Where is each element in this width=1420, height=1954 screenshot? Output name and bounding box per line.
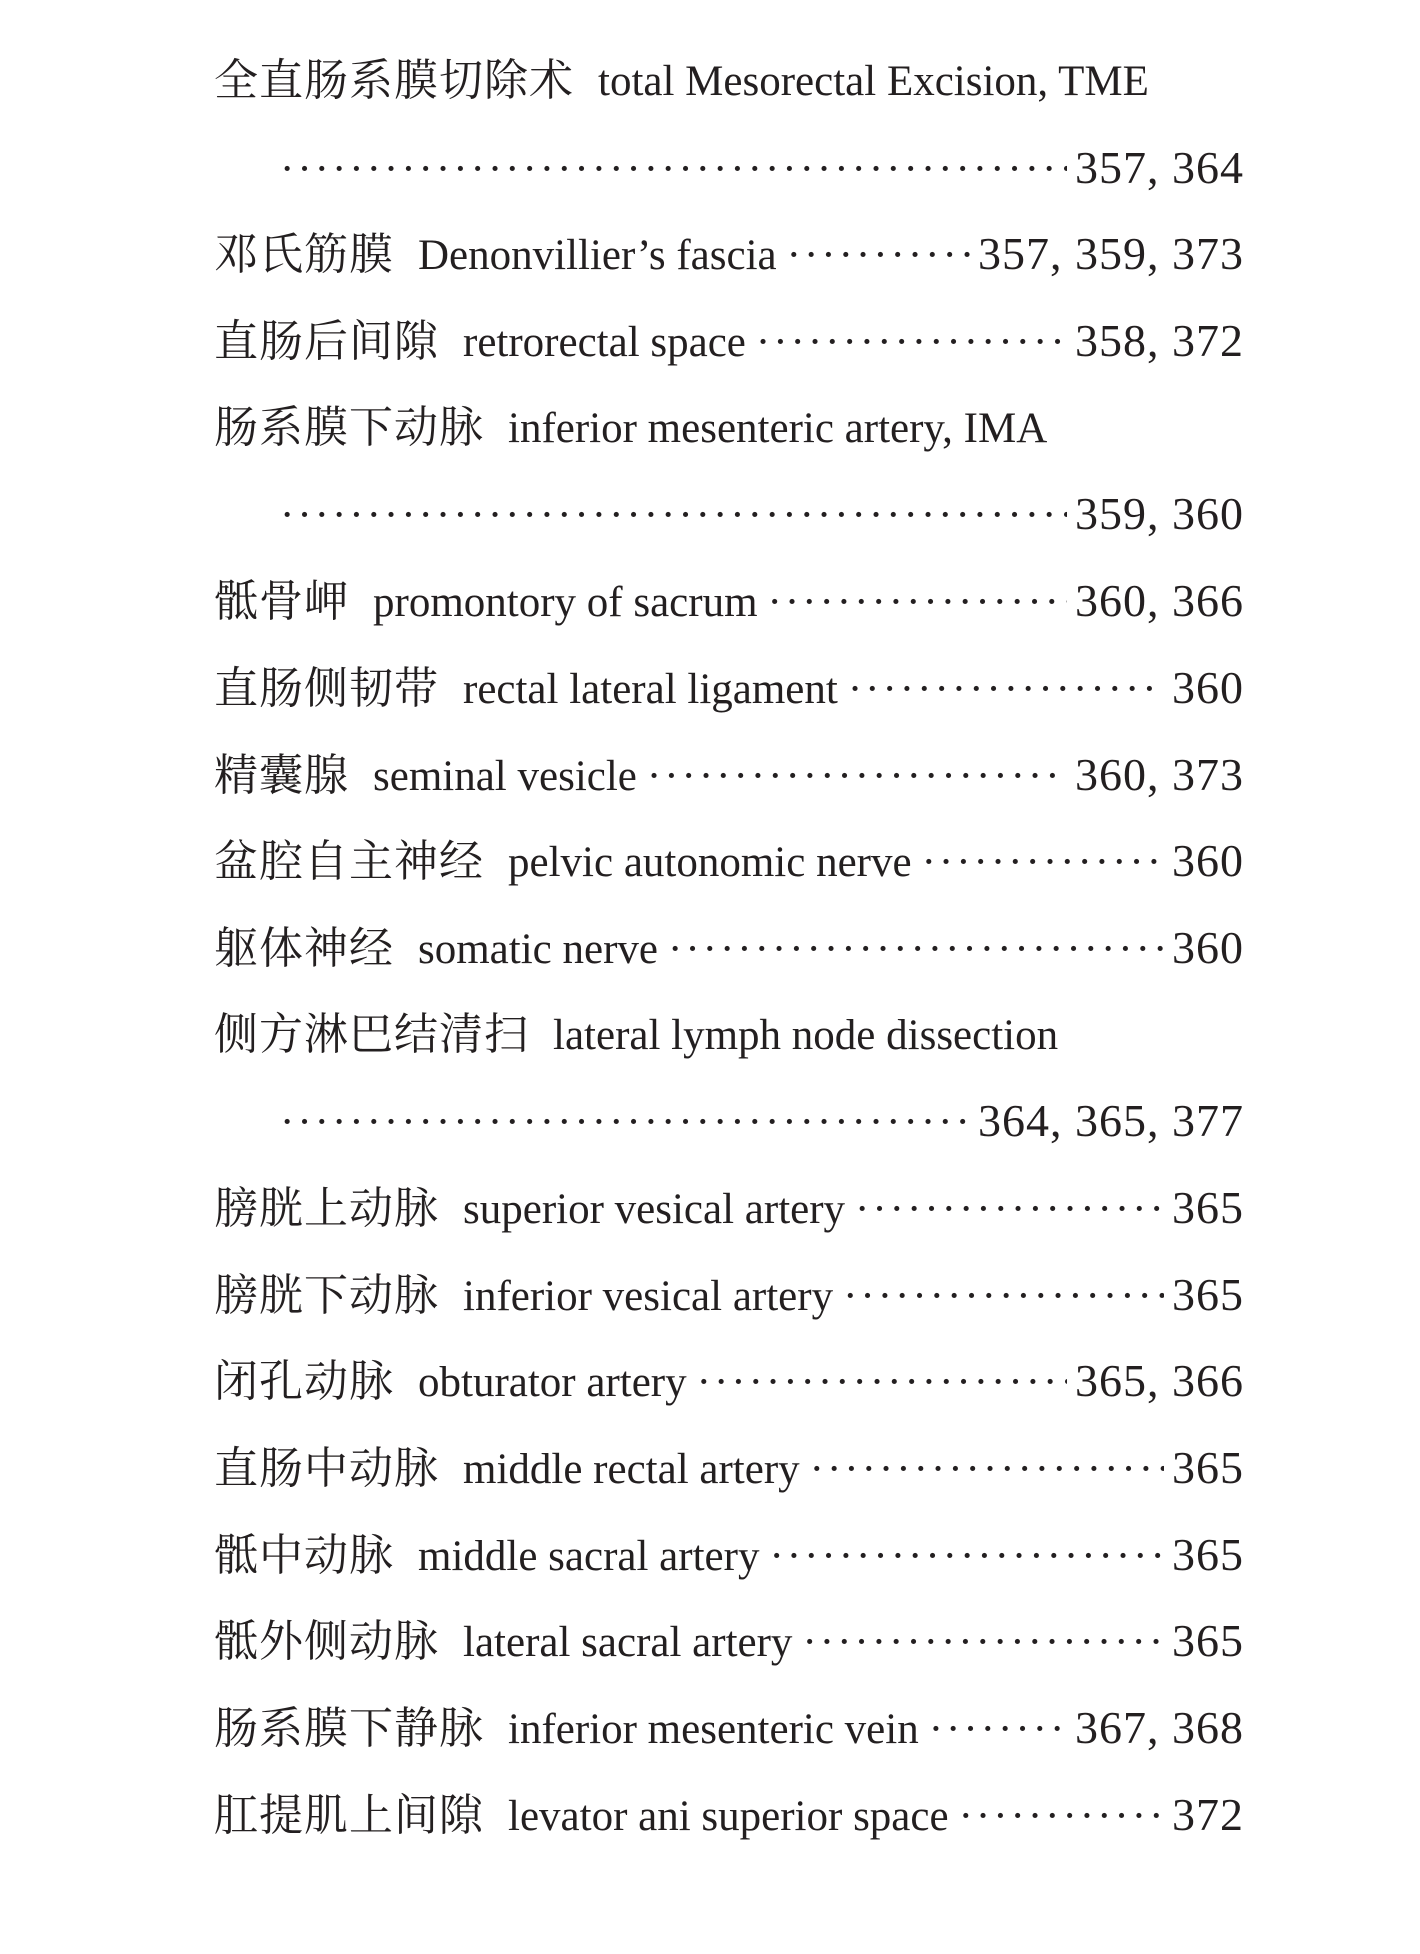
term-english: middle sacral artery (418, 1532, 760, 1580)
dot-leader (787, 213, 970, 300)
term-chinese: 膀胱上动脉 (214, 1182, 439, 1234)
index-entry (214, 1685, 1244, 1772)
term-english: inferior vesical artery (463, 1272, 834, 1320)
dot-leader (810, 1427, 1164, 1514)
page-numbers: 360, 366 (1075, 575, 1244, 627)
index-entry (214, 905, 1244, 992)
term-english: middle rectal artery (463, 1446, 800, 1493)
term-chinese: 盆腔自主神经 (214, 836, 484, 888)
term-english: rectal lateral ligament (463, 665, 838, 713)
index-entry-continuation (214, 125, 1244, 212)
page-numbers: 359, 360 (1075, 488, 1244, 540)
term-english: total Mesorectal Excision, TME (598, 58, 1149, 105)
term-english: retrorectal space (463, 319, 746, 367)
dot-leader (668, 907, 1164, 994)
term-chinese: 骶外侧动脉 (214, 1616, 439, 1668)
page-numbers: 367, 368 (1075, 1702, 1244, 1754)
index-entry (214, 818, 1244, 905)
term-chinese: 侧方淋巴结清扫 (214, 1008, 529, 1060)
page-numbers: 365 (1172, 1528, 1244, 1580)
index-entry (214, 1338, 1244, 1425)
index-entry (214, 645, 1244, 732)
page-numbers: 358, 372 (1075, 315, 1244, 367)
term-chinese: 直肠中动脉 (214, 1443, 439, 1494)
dot-leader (848, 647, 1164, 734)
term-english: lateral lymph node dissection (553, 1011, 1059, 1059)
page-numbers: 365 (1172, 1442, 1244, 1493)
term-chinese: 肠系膜下动脉 (214, 401, 484, 453)
dot-leader (697, 1340, 1067, 1427)
page-numbers: 357, 364 (1075, 141, 1244, 193)
dot-leader (768, 560, 1067, 647)
page-numbers: 372 (1172, 1788, 1244, 1840)
term-chinese: 膀胱下动脉 (214, 1269, 439, 1321)
page-numbers: 365, 366 (1075, 1355, 1244, 1407)
page-numbers: 364, 365, 377 (978, 1095, 1244, 1147)
term-chinese: 精囊腺 (214, 749, 349, 801)
index-entry (214, 1165, 1244, 1252)
index-entry (214, 1772, 1244, 1859)
index-entry (214, 211, 1244, 298)
term-english: levator ani superior space (508, 1792, 949, 1840)
index-entry (214, 385, 1244, 472)
index-entry (214, 1512, 1244, 1599)
index-entry (214, 558, 1244, 645)
page-numbers: 365 (1172, 1181, 1244, 1233)
page-numbers: 365 (1172, 1268, 1244, 1320)
index-list (214, 38, 1244, 1858)
dot-leader (756, 300, 1067, 387)
dot-leader (802, 1600, 1164, 1687)
page-numbers: 365 (1172, 1615, 1244, 1667)
term-english: obturator artery (418, 1359, 687, 1407)
index-entry (214, 732, 1244, 819)
page-numbers: 360 (1172, 921, 1244, 973)
page-numbers: 360, 373 (1075, 748, 1244, 800)
page-numbers: 360 (1172, 661, 1244, 713)
term-chinese: 肛提肌上间隙 (214, 1789, 484, 1841)
index-entry (214, 298, 1244, 385)
index-entry (214, 38, 1244, 125)
index-entry (214, 1425, 1244, 1512)
term-english: inferior mesenteric vein (508, 1706, 919, 1754)
index-entry (214, 1252, 1244, 1339)
term-chinese: 肠系膜下静脉 (214, 1703, 484, 1755)
term-chinese: 骶骨岬 (214, 576, 349, 628)
index-entry-continuation (214, 471, 1244, 558)
dot-leader (647, 734, 1067, 821)
term-english: seminal vesicle (373, 752, 637, 800)
term-chinese: 骶中动脉 (214, 1529, 394, 1581)
index-entry (214, 992, 1244, 1079)
page-numbers: 360 (1172, 835, 1244, 887)
term-english: Denonvillier’s fascia (418, 232, 777, 280)
dot-leader (280, 1080, 970, 1167)
term-english: promontory of sacrum (373, 579, 758, 627)
term-chinese: 直肠侧韧带 (214, 662, 439, 714)
term-english: lateral sacral artery (463, 1619, 793, 1667)
term-english: pelvic autonomic nerve (508, 839, 912, 887)
term-chinese: 躯体神经 (214, 922, 394, 974)
term-english: somatic nerve (418, 925, 658, 973)
term-chinese: 邓氏筋膜 (214, 229, 394, 281)
term-chinese: 直肠后间隙 (214, 316, 439, 368)
index-entry-continuation (214, 1078, 1244, 1165)
dot-leader (843, 1254, 1164, 1341)
dot-leader (922, 820, 1164, 907)
index-entry (214, 1598, 1244, 1685)
dot-leader (959, 1774, 1164, 1861)
page-numbers: 357, 359, 373 (978, 228, 1244, 280)
dot-leader (769, 1514, 1164, 1601)
term-chinese: 闭孔动脉 (214, 1356, 394, 1408)
dot-leader (929, 1687, 1067, 1774)
term-chinese: 全直肠系膜切除术 (214, 55, 574, 106)
dot-leader (855, 1167, 1164, 1254)
term-english: inferior mesenteric artery, IMA (508, 404, 1048, 452)
term-english: superior vesical artery (463, 1185, 846, 1233)
dot-leader (280, 473, 1067, 560)
dot-leader (280, 127, 1067, 214)
